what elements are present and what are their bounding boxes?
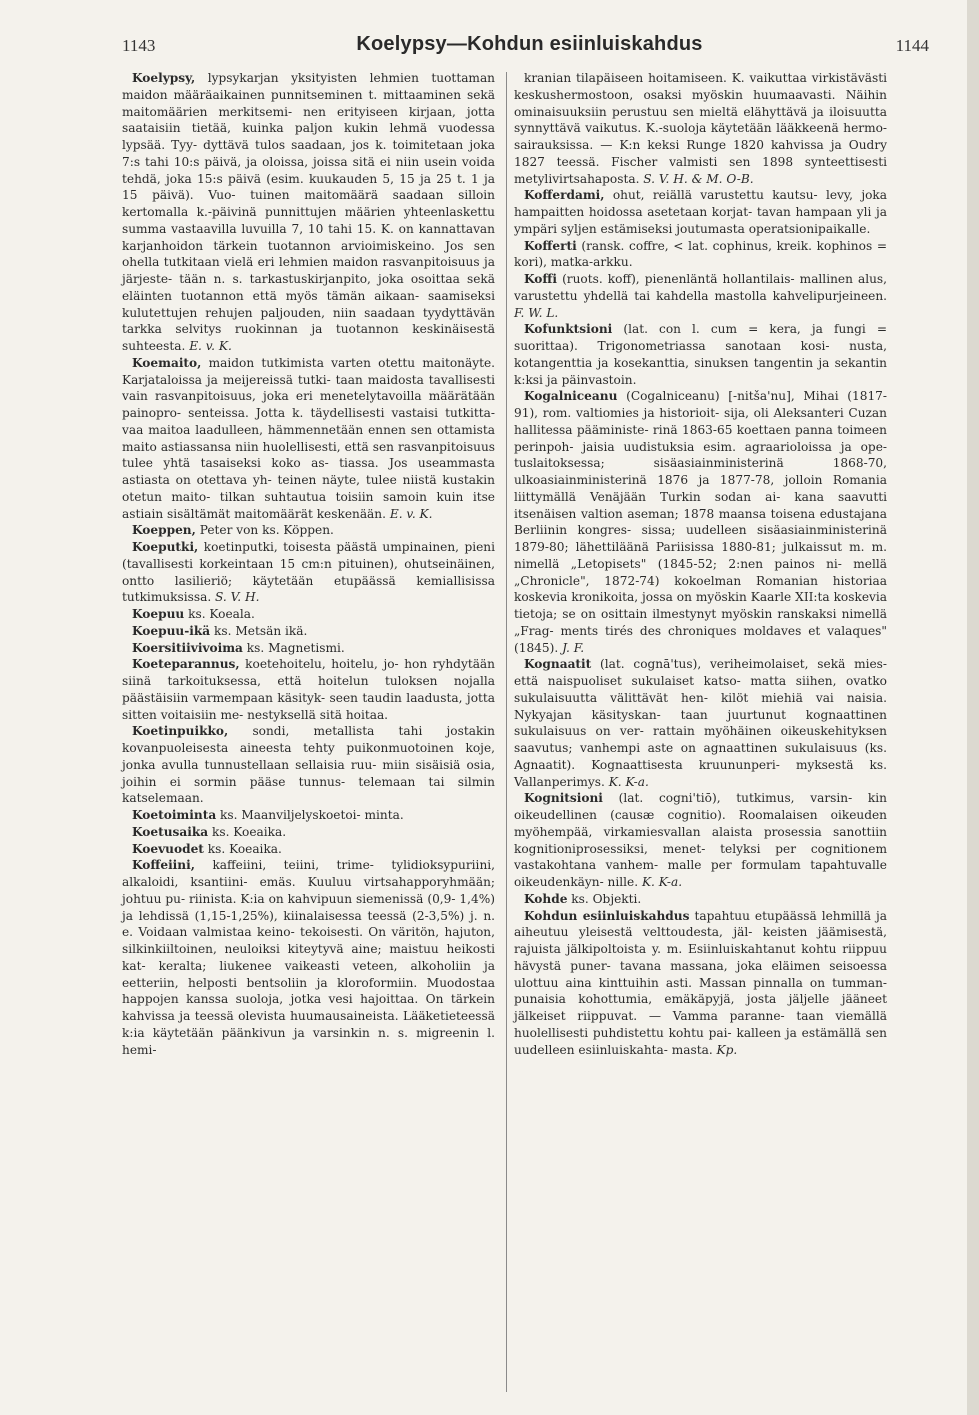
entry-headword: Koetusaika [132, 824, 209, 839]
entry-text: kaffeiini, teiini, trime- tylidioksypuriini, alkaloidi, ksantiini- emäs. Kuuluu virtsahapporyhmään; johtuu pu- riinista. K:ia on kahvipuun siemenissä (0,9- 1,4%) ja lehdissä (1,15-1,25%), kiinalaisessa teessä (2-3,5%) j. n. e. Voidaan valmistaa keino- tekoisesti. On väritön, hajuton, silkinkiiltoinen, neuloiksi kiteytyvä aine; maistuu heikosti kat- keralta; liukenee vaikeasti veteen, alkoholiin ja eetteriin, helposti bentsoliin ja kloroformiin. Muodostaa happojen kanssa suoloja, jotka vesi hajoittaa. On tärkein kahvissa ja teessä olevista huumausaineista. Lääketieteessä k:ia käytetään päänkivun ja varsinkin n. s. migreenin l. hemi- [122, 858, 496, 1057]
entry [514, 891, 887, 908]
entry-text: lypsykarjan yksityisten lehmien tuottaman maidon määräaikainen punnitseminen t. mittaaminen sekä maitomäärien merkitsemi- nen erityiseen kirjaan, jotta saataisiin tietää, kuinka paljon kukin lehmä vuodessa lypsää. Tyy- dyttävä tulos saadaan, jos k. toimitetaan joka 7:s tahi 10:s päivä, ja oloissa, joissa sitä ei niin usein voida tehdä, joka 15:s päivä (esim. kuukauden 5, 15 ja 25 t. 1 ja 15 päivä). Vuo- tuinen maitomäärä saadaan silloin kertomalla k.-päivinä punnittujen määrien yhteenlaskettu summa vastaavilla luvuilla 7, 10 tahi 15. K. on kannattavan karjanhoidon tärkein tuotannon arvioimiskeino. Jos sen ohella tutkitaan vielä eri lehmien maidon rasvanpitoisuus ja järjeste- tään n. s. tarkastuskirjanpito, joka osoittaa sekä eläinten tuotannon että myös tämän aikaan- saamiseksi kulutettujen rehujen paljouden, niin saadaan tyydyttävän tarkka selvitys ruokinnan ja tuotannon keskinäisestä suhteesta. [122, 71, 495, 353]
entry-text: ks. Objekti. [571, 891, 642, 906]
entry-text: koetehoitelu, hoitelu, jo- hon ryhdytään siinä tarkoituksessa, että hoitelun tuloksen nojalla päästäisiin varmempaan käsityk- seen taudin laadusta, jotta sitten voitaisiin me- nestyksellä sitä hoitaa. [122, 657, 495, 722]
entry-headword: Koepuu [132, 607, 185, 621]
entry-headword: Kofferti [524, 238, 577, 253]
entry [122, 841, 495, 858]
entry [122, 857, 495, 1058]
entry-text: (lat. cognā'tus), veriheimolaiset, sekä mies- että naispuoliset sukulaiset katso- matta siihen, ovatko sukulaisuutta välittävät hen- kilöt miehiä vai naisia. Nykyajan käsityskan- taan juurtunut kognaattinen sukulaisuus on ver- rattain myöhäinen oikeuskehityksen saavutus; vanhempi aste on agnaattinen sukulaisuus (ks. Agnaatit). Kognaattisesta kruununperi- myksestä ks. Vallanperimys. [514, 657, 887, 789]
entry-headword: Koetinpuikko, [132, 724, 229, 739]
entry-text: sondi, metallista tahi jostakin kovanpuoleisesta aineesta tehty puikonmuotoinen koje, jonka avulla tunnustellaan sellaisia ruu- miin sisäisiä osia, joihin ei sormin pääse tunnus- telemaan tai silmin katselemaan. [122, 724, 496, 806]
running-title: Koelypsy—Kohdun esiinluiskahdus [356, 33, 703, 55]
entry-text: (Cogalniceanu) [-nitša'nu], Mihai (1817-91), rom. valtiomies ja historioit- sija, oli Aleksanteri Cuzan hallitessa pääministe- rinä 1863-65 koettaen panna toimeen perinpoh- jaisia uudistuksia esim. agraarioloissa ja ope- tuslaitoksessa; sisäasiainministerinä 1868-70, ulkoasiainministerinä 1876 ja 1877-78, jolloin Romania liittymällä Venäjään Turkin sodan ai- kana saavutti itsenäisen valtion aseman; 1878 maansa toisena edustajana Berliinin kongres- sissa; uudelleen sisäasiainministerinä 1879-80; lähettiläänä Pariisissa 1880-81; julkaissut m. m. nimellä „Letopisets" (1845-52; 2:nen painos ni- mellä „Chronicle", 1872-74) kokoelman Romanian historiaa koskevia kronikoita, jossa on myöskin Kaarle XII:ta koskevia tietoja; se on osittain ilmestynyt myöskin ranskaksi nimellä „Frag- ments tirés des chroniques moldaves et valaques" (1845). [514, 389, 888, 655]
entry-text: ohut, reiällä varustettu kautsu- levy, joka hampaitten hoidossa asetetaan korjat- tavan hampaan yli ja ympäri syljen estämiseksi joutumasta operatsionipaikalle. [514, 188, 888, 236]
page-header [110, 30, 949, 64]
entry [122, 623, 495, 640]
page-edge [967, 0, 979, 1415]
right-column [514, 70, 887, 1058]
entry-text: kranian tilapäiseen hoitamiseen. K. vaikuttaa virkistävästi keskushermostoon, osaksi myöskin huumaavasti. Näihin ominaisuuksiin perustuu sen mieltä elähyttävä ja iloisuutta synnyttävä vaikutus. K.-suoloja käytetään lääkkeenä hermo- sairauksissa. — K:n keksi Runge 1820 kahvissa ja Oudry 1827 teessä. Fischer valmisti sen 1898 synteettisesti metylivirtsahaposta. [514, 71, 887, 186]
entry [122, 656, 495, 723]
entry [514, 908, 887, 1059]
entry-text: tapahtuu etupäässä lehmillä ja aiheutuu yleisestä velttoudesta, jäl- keisten jäämisestä, rajuista jälkipoltoista y. m. Esiinluiskahtanut kohtu riippuu hävystä puner- tavana massana, joka eläimen seisoessa ulottuu aina kinttuihin asti. Massan pinnalla on tumman- punaisia kohottumia, emäkäpyjä, josta jäljelle jääneet jälkeiset riippuvat. — Vamma paranne- taan viemällä huolellisesti puhdistettu kohtu pai- kalleen ja estämällä sen uudelleen esiinluiskahta- masta. [514, 908, 887, 1057]
entry [514, 187, 887, 237]
entry-signature: Kp. [716, 1042, 738, 1057]
entry-text: (ruots. koff), pienenläntä hollantilais- mallinen alus, varustettu yhdellä tai kahdella mastolla kahvelipurjeineen. [514, 272, 888, 303]
left-column [122, 70, 495, 1058]
entry-text: (lat. cogni'tiō), tutkimus, varsin- kin oikeudellinen (causæ cognitio). Roomalaisen oikeuden myöhempää, virkamiesvallan alaista prosessia sanottiin kognitioniprosessiksi, menet- telyksi per cognitionem vastakohtana vanhem- malle per formulam tapahtuvalle oikeudenkäyn- nille. [514, 791, 887, 889]
entry [514, 70, 887, 187]
entry-headword: Koeputki, [132, 540, 199, 554]
entry [122, 522, 495, 539]
entry [514, 321, 887, 388]
entry-headword: Kognitsioni [524, 791, 603, 806]
entry-text: (lat. con l. cum = kera, ja fungi = suorittaa). Trigonometriassa sanotaan kosi- nusta, kotangenttia ja kosekanttia, sinuksen tangentin ja sekantin k:ksi ja päinvastoin. [514, 322, 887, 387]
entry [122, 640, 495, 657]
entry-headword: Kogalniceanu [524, 389, 618, 404]
entry-signature: E. v. K. [189, 339, 232, 353]
entry-headword: Kohde [524, 891, 568, 906]
entry-text: (ransk. coffre, < lat. cophinus, kreik. kophinos = kori), matka-arkku. [514, 238, 887, 270]
entry-text: maidon tutkimista varten otettu maitonäyte. Karjataloissa ja meijereissä tutki- taan maidosta tavallisesti vain rasvanpitoisuus, joka eri menetelytavoilla määrätään painopro- senteissa. Jotta k. täydellisesti vastaisi tutkitta- vaa maitoa laadulleen, hämmennetään ennen sen ottamista maito astiassansa niin huolellisesti, että sen rasvanpitoisuus tulee yhtä tasaiseksi koko as- tiassa. Jos useammasta astiasta on otettava yh- teinen näyte, tulee niistä kustakin otetun maito- tilkan suhtautua toisiin samoin kuin itse astiain sisältämät maitomäärät keskenään. [122, 355, 496, 521]
entry-headword: Koffi [524, 272, 557, 286]
entry-text: koetinputki, toisesta päästä umpinainen, pieni (tavallisesti korkeintaan 15 cm:n pituinen), ohutseinäinen, ontto lasilieriö; käytetään etupäässä kemiallisissa tutkimuksissa. [122, 540, 496, 605]
entry-headword: Kofferdami, [524, 188, 605, 203]
entry-headword: Koeppen, [132, 523, 196, 538]
entry-signature: S. V. H. & M. O-B. [643, 171, 754, 186]
entry-headword: Koetoiminta [132, 808, 217, 822]
entry-signature: J. F. [562, 640, 585, 655]
entry [514, 656, 887, 790]
entry-signature: K. K-a. [641, 875, 683, 889]
entry-headword: Koffeiini, [132, 858, 195, 873]
entry-headword: Kohdun esiinluiskahdus [524, 908, 690, 923]
entry-text: ks. Koeaika. [207, 841, 282, 856]
entry [122, 723, 495, 807]
entry [514, 271, 887, 321]
entry [122, 355, 495, 523]
entry-headword: Koersitiivivoima [132, 640, 243, 655]
entry-headword: Koepuu-ikä [132, 623, 211, 638]
entry [122, 824, 495, 841]
entry [514, 238, 887, 272]
entry-text: ks. Metsän ikä. [214, 623, 308, 638]
column-divider [506, 72, 507, 1392]
entry-headword: Koelypsy, [132, 71, 196, 85]
entry [122, 539, 495, 606]
entry-headword: Kognaatit [524, 657, 592, 672]
entry [122, 807, 495, 824]
entry [514, 790, 887, 891]
entry-signature: K. K-a. [608, 774, 649, 789]
entry [122, 70, 495, 355]
entry [122, 606, 495, 623]
entry-headword: Koevuodet [132, 841, 204, 856]
page-number-right: 1144 [895, 36, 929, 55]
entry-text: ks. Magnetismi. [246, 640, 345, 655]
entry-headword: Koemaito, [132, 355, 202, 370]
entry-signature: E. v. K. [389, 506, 433, 521]
entry-headword: Koeteparannus, [132, 657, 240, 672]
entry-signature: F. W. L. [514, 305, 559, 320]
entry-text: Peter von ks. Köppen. [199, 523, 334, 538]
page-number-left: 1143 [122, 36, 156, 55]
entry [514, 388, 887, 656]
entry-text: ks. Koeaika. [212, 824, 287, 839]
entry-headword: Kofunktsioni [524, 322, 613, 337]
entry-signature: S. V. H. [215, 590, 260, 605]
entry-text: ks. Koeala. [188, 607, 255, 621]
entry-text: ks. Maanviljelyskoetoi- minta. [220, 808, 404, 822]
